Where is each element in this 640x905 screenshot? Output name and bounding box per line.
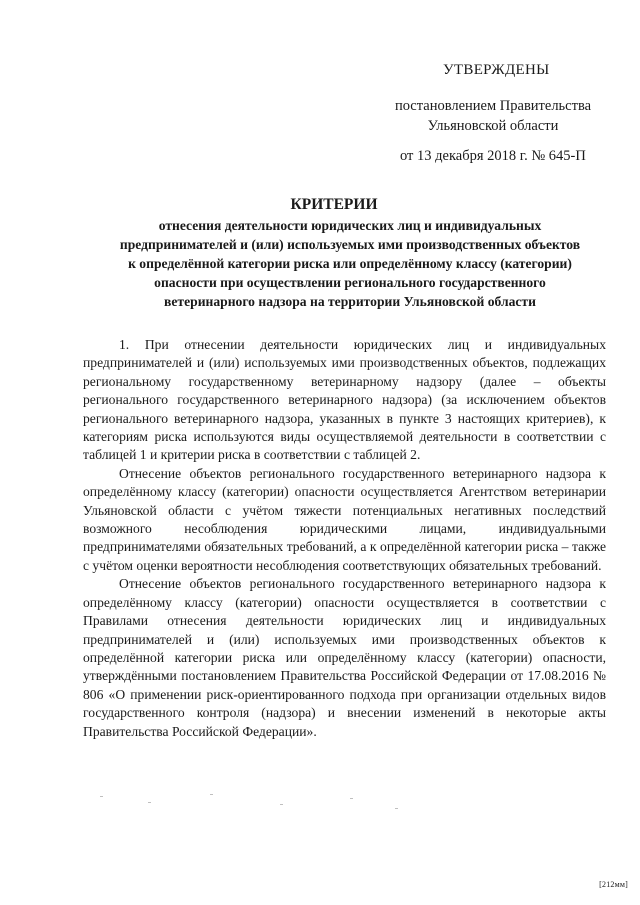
scan-artifacts (90, 790, 420, 816)
paragraph: 1. При отнесении деятельности юридических лиц и индивидуальных предпринимателей и (или) используемых ими производственных объектов, подлежащих региональному государственному ветеринарному надзору (далее – объекты регионального государственного ветеринарного надзора) (за исключением объектов регионального ветеринарного надзора, указанных в пункте 3 настоящих критериев), к категориям риска используются виды осуществляемой деятельности в соответствии с таблицей 1 и критерии риска в соответствии с таблицей 2. (83, 337, 606, 463)
decree-line: постановлением Правительства (394, 98, 592, 114)
subtitle-line: предпринимателей и (или) используемых ими производственных объектов (119, 237, 581, 252)
subtitle-line: к определённой категории риска или определённому классу (категории) (128, 256, 572, 271)
document-title: КРИТЕРИИ (290, 196, 378, 213)
decree-line: Ульяновской области (427, 118, 559, 134)
approved-heading: УТВЕРЖДЕНЫ (443, 62, 550, 78)
document-body (83, 336, 606, 741)
decree-date: от 13 декабря 2018 г. № 645-П (400, 148, 586, 164)
subtitle-line: ветеринарного надзора на территории Ульяновской области (164, 294, 536, 309)
subtitle-line: отнесения деятельности юридических лиц и индивидуальных (158, 218, 542, 233)
subtitle-line: опасности при осуществлении регионального государственного (154, 275, 546, 290)
paragraph: Отнесение объектов регионального государственного ветеринарного надзора к определённому классу (категории) опасности осуществляется в соответствии с Правилами отнесения деятельности юридических лиц и индивидуальных предпринимателей и (или) используемых ими производственных объектов к определённой категории риска или определённому классу (категории) опасности, утверждёнными постановлением Правительства Российской Федерации от 17.08.2016 № 806 «О применении риск-ориентированного подхода при организации отдельных видов государственного контроля (надзора) и внесении изменений в некоторые акты Правительства Российской Федерации». (83, 576, 606, 739)
document-subtitle (80, 216, 620, 311)
size-stamp: [212мм] (599, 880, 628, 889)
paragraph: Отнесение объектов регионального государственного ветеринарного надзора к определённому классу (категории) опасности осуществляется Агентством ветеринарии Ульяновской области с учётом тяжести потенциальных негативных последствий возможного несоблюдения юридическими лицами, индивидуальными предпринимателями обязательных требований, а к определённой категории риска – также с учётом оценки вероятности несоблюдения соответствующих обязательных требований. (83, 465, 606, 573)
decree-reference (388, 96, 598, 136)
